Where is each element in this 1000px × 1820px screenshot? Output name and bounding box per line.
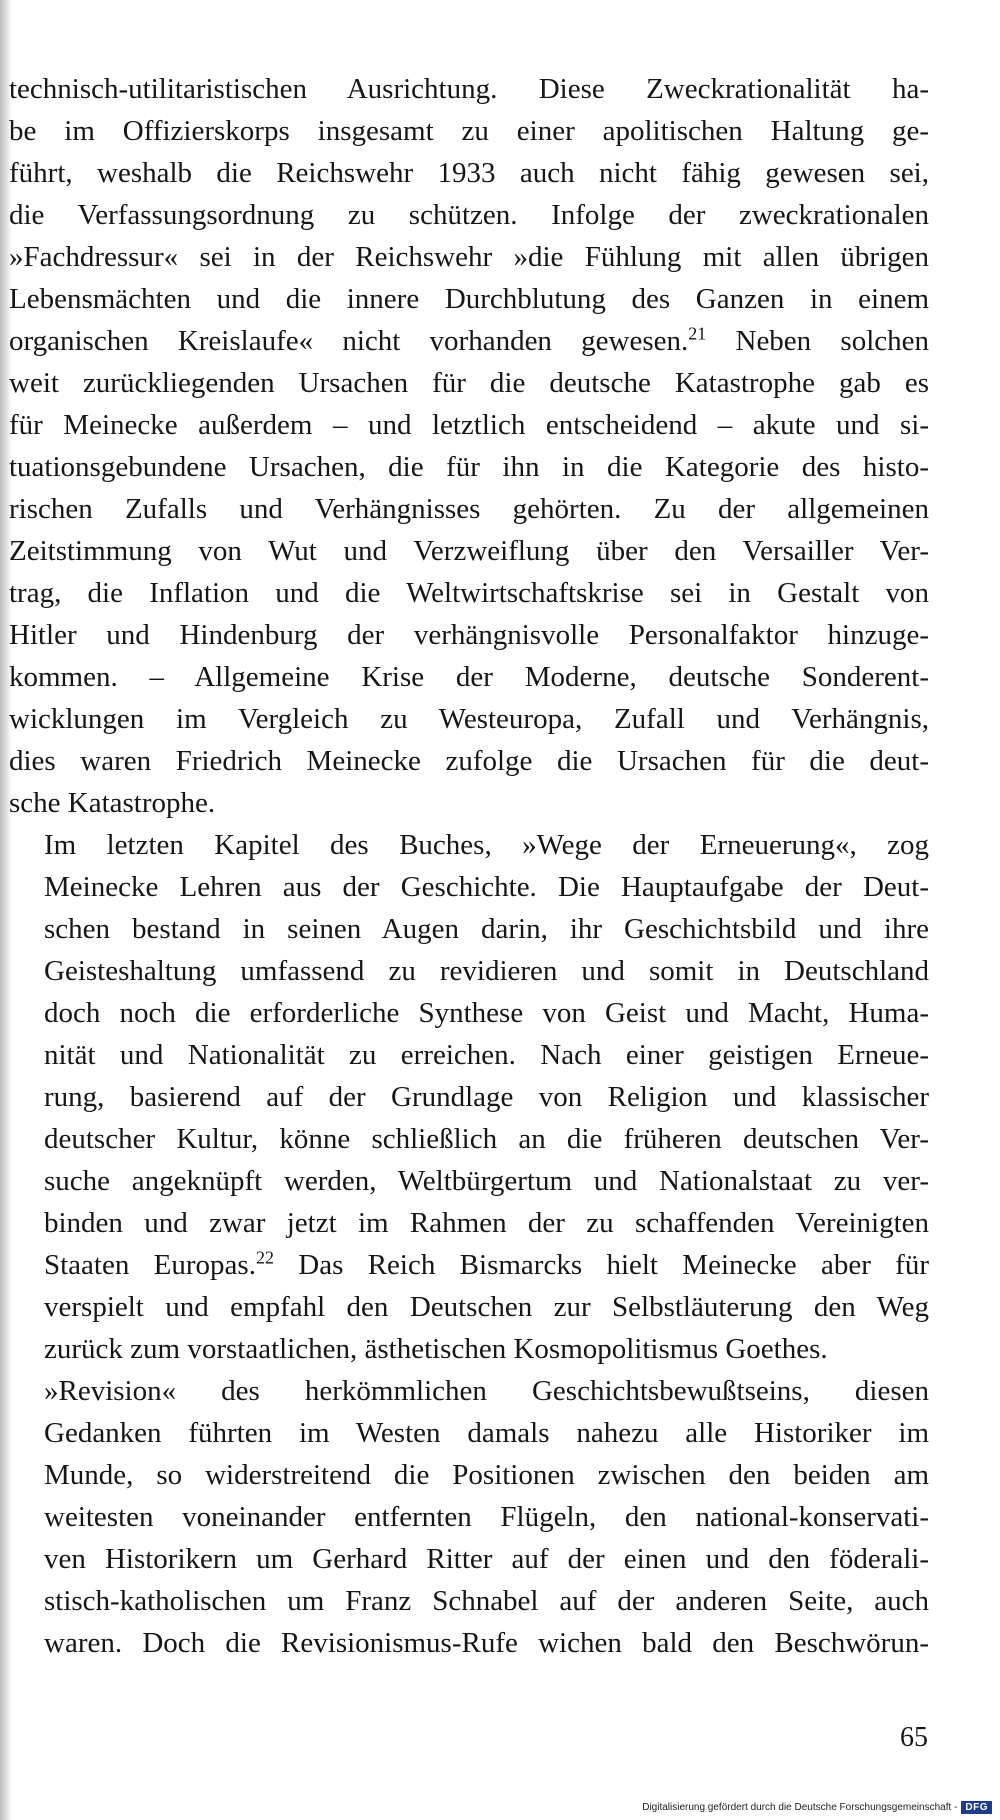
- text-line: Lebensmächten und die innere Durchblutung des Ganzen in einem: [9, 283, 929, 315]
- text-segment: organischen Kreislaufe« nicht vorhanden gewesen.: [9, 325, 689, 357]
- text-segment: Das Reich Bismarcks hielt Meinecke aber für: [273, 1249, 929, 1281]
- dfg-logo: DFG: [961, 1801, 992, 1814]
- paragraph-2: [9, 824, 929, 1370]
- text-line: trag, die Inflation und die Weltwirtschaftskrise sei in Gestalt von: [9, 577, 929, 609]
- digitization-footer: [642, 1798, 992, 1816]
- text-line: Zeitstimmung von Wut und Verzweiflung über den Versailler Ver-: [9, 535, 929, 567]
- text-line: ven Historikern um Gerhard Ritter auf der einen und den föderali-: [44, 1543, 929, 1575]
- footer-text: Digitalisierung gefördert durch die Deutsche Forschungsgemeinschaft -: [642, 1801, 958, 1813]
- page-number: 65: [900, 1722, 928, 1753]
- text-line: Munde, so widerstreitend die Positionen zwischen den beiden am: [44, 1459, 929, 1491]
- text-line: nität und Nationalität zu erreichen. Nach einer geistigen Erneue-: [44, 1039, 929, 1071]
- paragraph-3: [9, 1370, 929, 1664]
- text-line: »Fachdressur« sei in der Reichswehr »die Fühlung mit allen übrigen: [9, 241, 929, 273]
- text-line: technisch-utilitaristischen Ausrichtung. Diese Zweckrationalität ha-: [9, 73, 929, 105]
- text-segment: Neben solchen: [706, 325, 929, 357]
- text-line: Gedanken führten im Westen damals nahezu alle Historiker im: [44, 1417, 929, 1449]
- footnote-ref-22: 22: [255, 1247, 274, 1268]
- text-line: sche Katastrophe.: [9, 787, 216, 819]
- text-line: weit zurückliegenden Ursachen für die deutsche Katastrophe gab es: [9, 367, 929, 399]
- text-line: schen bestand in seinen Augen darin, ihr Geschichtsbild und ihre: [44, 913, 929, 945]
- text-line: doch noch die erforderliche Synthese von Geist und Macht, Huma-: [44, 997, 929, 1029]
- text-line: kommen. – Allgemeine Krise der Moderne, deutsche Sonderent-: [9, 661, 929, 693]
- text-line: wicklungen im Vergleich zu Westeuropa, Zufall und Verhängnis,: [9, 703, 929, 735]
- text-line: rung, basierend auf der Grundlage von Religion und klassischer: [44, 1081, 929, 1113]
- text-line: Hitler und Hindenburg der verhängnisvolle Personalfaktor hinzuge-: [9, 619, 929, 651]
- text-line-with-footnote: [9, 320, 929, 362]
- text-segment: Staaten Europas.: [44, 1249, 256, 1281]
- text-line: Meinecke Lehren aus der Geschichte. Die Hauptaufgabe der Deut-: [44, 871, 929, 903]
- text-line: »Revision« des herkömmlichen Geschichtsbewußtseins, diesen: [44, 1375, 929, 1407]
- text-line: suche angeknüpft werden, Weltbürgertum und Nationalstaat zu ver-: [44, 1165, 929, 1197]
- text-line: dies waren Friedrich Meinecke zufolge die Ursachen für die deut-: [9, 745, 929, 777]
- paragraph-1: [9, 68, 929, 824]
- text-line: führt, weshalb die Reichswehr 1933 auch nicht fähig gewesen sei,: [9, 157, 929, 189]
- text-line: weitesten voneinander entfernten Flügeln, den national-konservati-: [44, 1501, 929, 1533]
- footnote-ref-21: 21: [688, 323, 707, 344]
- text-line: Geisteshaltung umfassend zu revidieren und somit in Deutschland: [44, 955, 929, 987]
- text-line: deutscher Kultur, könne schließlich an die früheren deutschen Ver-: [44, 1123, 929, 1155]
- text-line: für Meinecke außerdem – und letztlich entscheidend – akute und si-: [9, 409, 929, 441]
- text-line: Im letzten Kapitel des Buches, »Wege der Erneuerung«, zog: [44, 829, 929, 861]
- text-line: zurück zum vorstaatlichen, ästhetischen Kosmopolitismus Goethes.: [44, 1333, 828, 1365]
- text-line: tuationsgebundene Ursachen, die für ihn in die Kategorie des histo-: [9, 451, 929, 483]
- text-line: rischen Zufalls und Verhängnisses gehörten. Zu der allgemeinen: [9, 493, 929, 525]
- body-text: [9, 68, 929, 1664]
- text-line: binden und zwar jetzt im Rahmen der zu schaffenden Vereinigten: [44, 1207, 929, 1239]
- text-line: verspielt und empfahl den Deutschen zur Selbstläuterung den Weg: [44, 1291, 929, 1323]
- text-line: stisch-katholischen um Franz Schnabel auf der anderen Seite, auch: [44, 1585, 929, 1617]
- text-line: be im Offizierskorps insgesamt zu einer apolitischen Haltung ge-: [9, 115, 929, 147]
- text-line: die Verfassungsordnung zu schützen. Infolge der zweckrationalen: [9, 199, 929, 231]
- text-line-with-footnote: [9, 1244, 929, 1286]
- text-line: waren. Doch die Revisionismus-Rufe wichen bald den Beschwörun-: [44, 1627, 929, 1659]
